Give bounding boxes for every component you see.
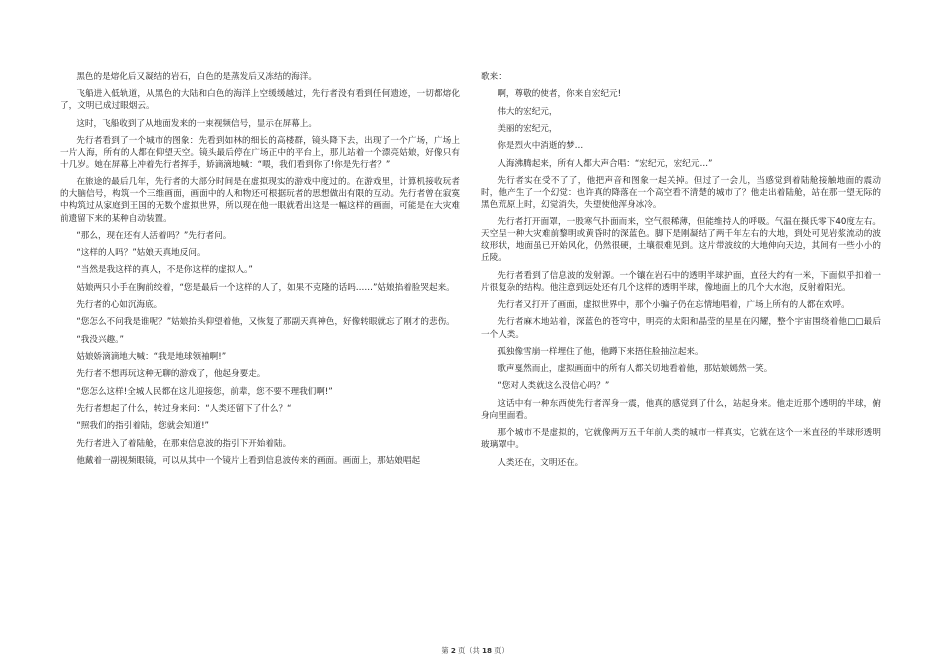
page-footer: [0, 646, 950, 656]
paragraph: 先行者麻木地站着，深蓝色的苍穹中，明亮的太阳和晶莹的星星在闪耀，整个宇宙围绕着他□□最后一个人类。: [481, 317, 881, 340]
paragraph: 先行者进入了着陆舱，在那束信息波的指引下开始着陆。: [76, 438, 292, 449]
paragraph: 孤独像雪崩一样埋住了他，他蹲下来捂住脸抽泣起来。: [497, 346, 704, 357]
paragraph: 飞船进入低轨道，从黑色的大陆和白色的海洋上空缓缓越过，先行者没有看到任何遗迹，一切都熔化了，文明已成过眼烟云。: [60, 89, 460, 112]
paragraph: 你是烈火中消逝的梦…: [497, 141, 584, 152]
footer-suffix: 页）: [491, 646, 509, 655]
paragraph: 人海沸腾起来，所有人都大声合唱：“宏纪元，宏纪元…”: [497, 158, 713, 169]
paragraph: 那个城市不是虚拟的，它就像两万五千年前人类的城市一样真实，它就在这个一米直径的半球形透明玻璃罩中。: [481, 428, 881, 451]
right-column: [481, 71, 881, 474]
footer-middle: 页（共: [455, 646, 482, 655]
paragraph: 先行者不想再玩这种无聊的游戏了，他起身要走。: [76, 369, 266, 380]
paragraph: “我没兴趣。”: [76, 334, 124, 345]
paragraph: 先行者看到了一个城市的图象：先看到如林的细长的高楼群，镜头降下去，出现了一个广场，广场上一片人海，所有的人都在仰望天空。镜头最后停在广场正中的平台上，那儿站着一个漂亮姑娘，好像只有十几岁。她在屏幕上冲着先行者挥手，娇滴滴地喊：“喂，我们看到你了!你是先行者？”: [60, 136, 460, 171]
paragraph: 先行者打开面罩，一股寒气扑面而来，空气很稀薄，但能维持人的呼吸。气温在摄氏零下40度左右。天空呈一种大灾难前黎明或黄昏时的深蓝色。脚下是刚凝结了两千年左右的大地，到处可见岩浆流动的波纹形状，地面虽已开始风化，仍然很硬，土壤很难见到。这片带波纹的大地伸向天边，其间有一些小小的丘陵。: [481, 217, 881, 264]
paragraph: 这话中有一种东西使先行者浑身一震，他真的感觉到了什么，站起身来。他走近那个透明的半球，俯身向里面看。: [481, 398, 881, 421]
footer-page-number: 2: [450, 646, 456, 655]
footer-total-pages: 18: [481, 646, 492, 655]
left-column: [60, 71, 460, 472]
paragraph: “这样的人吗？”姑娘天真地反问。: [76, 248, 206, 259]
paragraph: 先行者实在受不了了，他把声音和图象一起关掉。但过了一会儿，当感觉到着陆舱接触地面的震动时，他产生了一个幻觉：也许真的降落在一个高空看不清楚的城市了？他走出着陆舱，站在那一望无际的黑色荒原上时，幻觉消失，失望使他浑身冰冷。: [481, 175, 881, 211]
paragraph: “当然是我这样的真人，不是你这样的虚拟人。”: [76, 265, 253, 276]
paragraph: 先行者又打开了画面，虚拟世界中，那个小骗子仍在忘情地唱着，广场上所有的人都在欢呼。: [497, 300, 850, 311]
paragraph: “您怎么这样!全城人民都在这儿迎接您，前辈，您不要不理我们啊!”: [76, 386, 333, 397]
footer-prefix: 第: [441, 646, 451, 655]
paragraph: 黑色的是熔化后又凝结的岩石，白色的是蒸发后又冻结的海洋。: [76, 72, 317, 82]
paragraph: “您对人类就这么没信心吗？”: [497, 381, 610, 392]
paragraph: “照我们的指引着陆，您就会知道!”: [76, 421, 209, 432]
paragraph: 伟大的宏纪元，: [497, 106, 558, 117]
paragraph: “那么，现在还有人活着吗？”先行者问。: [76, 230, 232, 241]
paragraph: 姑娘两只小手在胸前绞着，“您是最后一个这样的人了，如果不克隆的话吗……”姑娘掐着脸哭起来。: [76, 282, 455, 293]
paragraph: 这时，飞船收到了从地面发来的一束视频信号，显示在屏幕上。: [76, 118, 317, 129]
paragraph: 人类还在，文明还在。: [497, 457, 584, 468]
paragraph: 先行者想起了什么，转过身来问：“人类还留下了什么？“: [76, 404, 292, 415]
paragraph: 美丽的宏纪元，: [497, 123, 558, 134]
paragraph: 他戴着一副视频眼镜，可以从其中一个镜片上看到信息波传来的画面。画面上，那姑娘唱起: [76, 456, 421, 467]
paragraph: 姑娘娇滴滴地大喊：“我是地球领袖啊!”: [76, 352, 227, 363]
paragraph: 歌声戛然而止，虚拟画面中的所有人都关切地看着他，那姑娘嫣然一笑。: [497, 364, 773, 375]
paragraph: “您怎么不问我是谁呢？”姑娘抬头仰望着他，又恢复了那副天真神色，好像转眼就忘了刚才的悲伤。: [76, 317, 455, 328]
paragraph: 啊，尊敬的使者，你来自宏纪元!: [497, 89, 622, 100]
paragraph: 先行者看到了信息波的发射源。一个镶在岩石中的透明半球护面，直径大约有一米，下面似乎扣着一片很复杂的结构。他注意到远处还有几个这样的透明半球，像地面上的几个大水泡，反射着阳光。: [481, 270, 881, 293]
paragraph: 歌来：: [481, 72, 507, 82]
paragraph: 先行者的心如沉海底。: [76, 300, 163, 311]
paragraph: 在旅途的最后几年，先行者的大部分时间是在虚拟现实的游戏中度过的。在游戏里，计算机接收玩者的大脑信号，构筑一个三维画面，画面中的人和物还可根据玩者的思想做出有限的互动。先行者曾在寂寞中构筑过从家庭到王国的无数个虚拟世界，所以现在他一眼就看出这是一幅这样的画面，可能是在大灾难前遗留下来的某种自动装置。: [60, 177, 460, 224]
